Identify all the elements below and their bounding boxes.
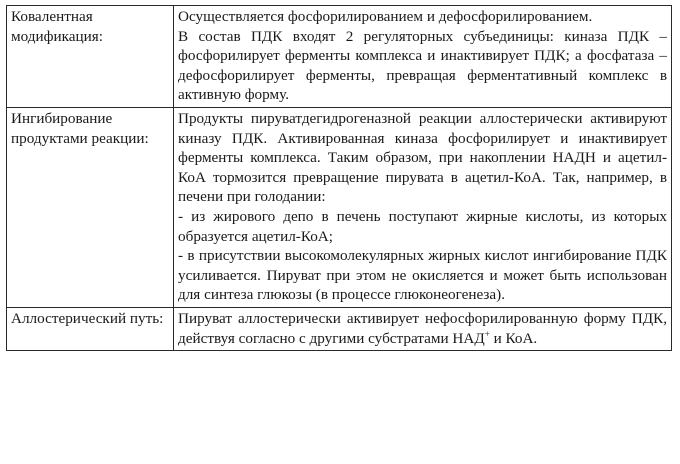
row-content-product-inhibition	[174, 107, 672, 307]
content-paragraph: Продукты пируватдегидрогеназной реакции аллостерически активируют киназу ПДК. Активированная киназа фосфорилирует и инактивирует ферменты комплекса. Таким образом, при накоплении НАДН и ацетил-КоА тормозится превращение пирувата в ацетил-КоА. Так, например, в печени при голодании:	[178, 109, 667, 206]
content-text-after: и КоА.	[489, 329, 538, 347]
row-label-covalent-modification: Ковалентная модификация:	[7, 6, 174, 108]
content-text-before: Пируват аллостерически активирует нефосфорилированную форму ПДК, действуя согласно с другими субстратами НАД	[178, 309, 667, 347]
table-row-product-inhibition	[7, 107, 672, 307]
superscript-plus: +	[484, 328, 490, 339]
table-row-covalent-modification	[7, 6, 672, 108]
content-paragraph: - из жирового депо в печень поступают жирные кислоты, из которых образуется ацетил-КоА;	[178, 207, 667, 245]
row-content-allosteric-path	[174, 307, 672, 350]
row-label-allosteric-path: Аллостерический путь:	[7, 307, 174, 350]
content-paragraph	[178, 309, 667, 348]
content-paragraph: В состав ПДК входят 2 регуляторных субъединицы: киназа ПДК – фосфорилирует ферменты комплекса и инактивирует ПДК; а фосфатаза – дефосфорилирует ферменты, превращая ферментативный комплекс в активную форму.	[178, 27, 667, 104]
table-row-allosteric-path	[7, 307, 672, 350]
regulation-table	[6, 5, 672, 351]
content-paragraph: Осуществляется фосфорилированием и дефосфорилированием.	[178, 8, 593, 25]
row-label-product-inhibition: Ингибирование продуктами реакции:	[7, 107, 174, 307]
content-paragraph: - в присутствии высокомолекулярных жирных кислот ингибирование ПДК усиливается. Пируват при этом не окисляется и может быть использован для синтеза глюкозы (в процессе глюконеогенеза).	[178, 247, 667, 304]
row-content-covalent-modification	[174, 6, 672, 108]
